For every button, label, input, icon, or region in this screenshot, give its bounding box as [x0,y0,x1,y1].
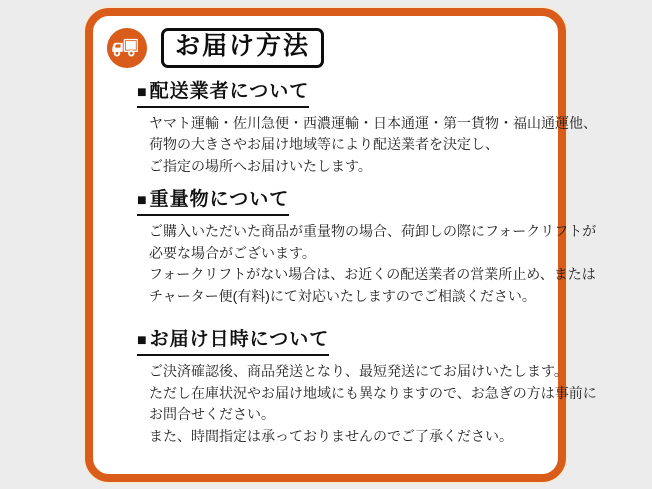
body-line: また、時間指定は承っておりませんのでご了承ください。 [149,427,513,444]
body-line: お問合せください。 [149,406,275,423]
section-heavy-items [137,189,597,307]
body-line: チャーター便(有料)にて対応いたしますのでご相談ください。 [149,287,536,304]
panel-header [106,27,558,69]
section-heading [137,189,289,216]
section-body [149,113,597,178]
page-title: お届け方法 [161,28,324,68]
section-body [149,361,597,447]
panel-content [137,81,597,447]
delivery-info-panel [85,8,597,482]
section-heading-text: お届け日時について [149,329,330,351]
body-line: ご指定の場所へお届けいたします。 [149,157,372,174]
section-heading [137,329,329,356]
section-heading [137,81,309,108]
square-bullet-icon: ■ [137,192,148,210]
section-shipping-carriers [137,81,597,177]
body-line: 必要な場合がございます。 [149,244,316,261]
body-line: フォークリフトがない場合は、お近くの配送業者の営業所止め、または [149,266,596,283]
square-bullet-icon: ■ [137,84,148,101]
truck-icon [106,27,148,69]
body-line: ヤマト運輸・佐川急便・西濃運輸・日本通運・第一貨物・福山通運他、 [149,114,597,131]
square-bullet-icon: ■ [137,332,148,350]
body-line: ご購入いただいた商品が重量物の場合、荷卸しの際にフォークリフトが [149,223,597,240]
body-line: 荷物の大きさやお届け地域等により配送業者を決定し、 [149,136,499,153]
section-heading-text: 重量物について [149,189,290,211]
body-line: ご決済確認後、商品発送となり、最短発送にてお届けいたします。 [149,363,568,380]
section-heading-text: 配送業者について [149,81,310,102]
section-body [149,221,597,307]
body-line: ただし在庫状況やお届け地域にも異なりますので、お急ぎの方は事前に [149,384,597,401]
section-delivery-datetime [137,329,597,447]
